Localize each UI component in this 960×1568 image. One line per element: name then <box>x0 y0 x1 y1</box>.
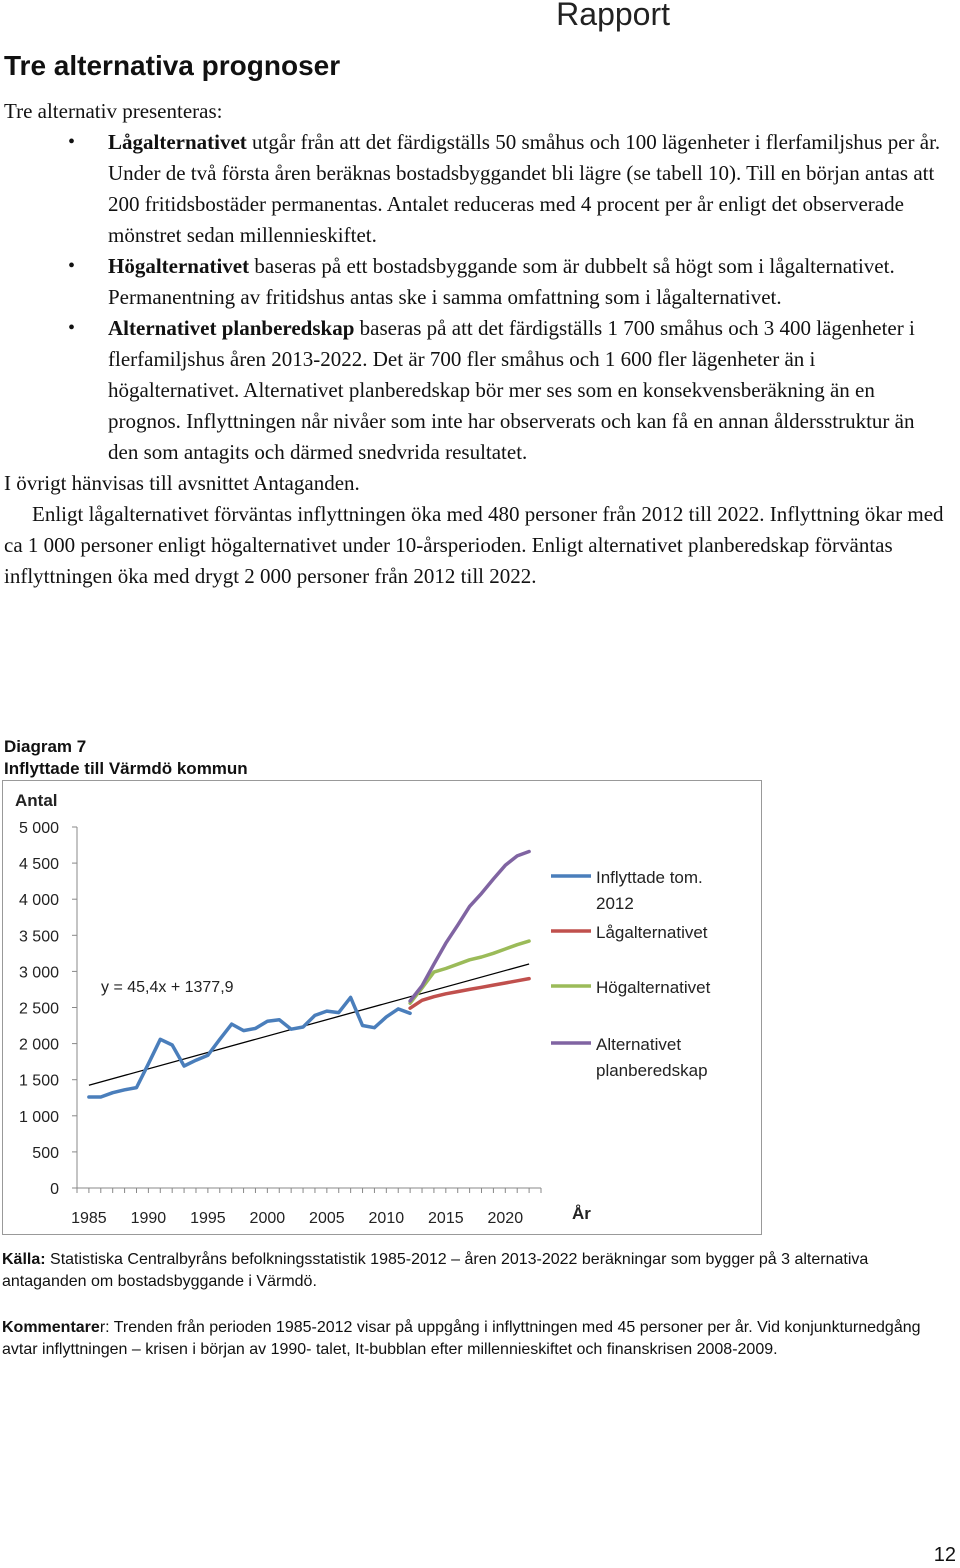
source-text: Statistiska Centralbyråns befolkningsstatistik 1985-2012 – åren 2013-2022 beräkningar som bygger på 3 alternativa antaganden om bostadsbyggande i Värmdö. <box>2 1251 869 1290</box>
diagram-number: Diagram 7 <box>4 737 87 756</box>
bullet-text: utgår från att det färdigställs 50 småhus och 100 lägenheter i flerfamiljshus per år. Under de två första åren beräknas bostadsbyggandet bli lägre (se tabell 10). Till en början antas att 200 fritidsbostäder permanentas. Antalet reduceras med 4 procent per år enligt det observerade mönstret sedan millennieskiftet. <box>108 130 941 247</box>
x-tick-label: 2015 <box>428 1210 464 1227</box>
y-tick-label: 4 500 <box>18 856 59 874</box>
diagram-title: Inflyttade till Värmdö kommun <box>4 759 248 778</box>
bullet-term: Högalternativet <box>108 254 250 278</box>
page-title: Tre alternativa prognoser <box>4 50 341 81</box>
body-text <box>4 96 949 592</box>
x-tick-label: 1985 <box>71 1210 107 1227</box>
legend-label: Högalternativet <box>596 978 711 997</box>
diagram-caption <box>4 736 248 780</box>
y-tick-label: 5 000 <box>18 820 59 837</box>
y-tick-label: 500 <box>32 1144 59 1162</box>
series-line-2 <box>410 979 529 1009</box>
x-tick-label: 1995 <box>190 1210 226 1227</box>
series-line-1 <box>89 997 410 1097</box>
source-note <box>2 1249 952 1293</box>
bullet-text: baseras på ett bostadsbyggande som är dubbelt så högt som i lågalternativet. Permanentning av fritidshus antas ske i samma omfattning som i lågalternativet. <box>108 254 895 309</box>
y-tick-label: 2 000 <box>18 1036 59 1054</box>
comment-label: Kommentare <box>2 1319 100 1336</box>
x-tick-label: 1990 <box>130 1210 167 1227</box>
legend-label: planberedskap <box>596 1061 708 1080</box>
y-tick-label: 1 500 <box>18 1072 59 1090</box>
intro-text: Tre alternativ presenteras: <box>4 99 223 123</box>
y-tick-label: 2 500 <box>18 1000 59 1018</box>
x-tick-label: 2020 <box>487 1210 524 1227</box>
bullet-item-plan <box>4 313 949 468</box>
paragraph-reference: I övrigt hänvisas till avsnittet Antaganden. <box>4 471 360 495</box>
bullet-text: baseras på att det färdigställs 1 700 småhus och 3 400 lägenheter i flerfamiljshus åren 2013-2022. Det är 700 fler småhus och 1 600 fler lägenheter än i högalternativet. Alternativet planberedskap bör mer ses som en konsekvensberäkning än en prognos. Inflyttningen når nivåer som inte har observerats och kan få en annan åldersstruktur än den som antagits och därmed snedvrida resultatet. <box>108 316 915 464</box>
y-tick-label: 3 500 <box>18 928 59 946</box>
y-tick-label: 0 <box>50 1181 59 1198</box>
chart-container <box>2 780 762 1235</box>
y-axis-title: Antal <box>15 791 58 810</box>
x-tick-label: 2000 <box>249 1210 286 1227</box>
legend-label: 2012 <box>596 894 634 913</box>
paragraph-forecast: Enligt lågalternativet förväntas inflyttningen öka med 480 personer från 2012 till 2022. Inflyttning ökar med ca 1 000 personer enligt högalternativet under 10-årsperioden. Enligt alternativet planberedskap förväntas inflyttningen öka med drygt 2 000 personer från 2012 till 2022. <box>4 502 944 588</box>
line-chart <box>3 781 761 1234</box>
series-line-4 <box>410 852 529 1002</box>
comment-text: r: Trenden från perioden 1985-2012 visar på uppgång i inflyttningen med 45 personer per år. Vid konjunkturnedgång avtar inflyttningen – krisen i början av 1990- talet, It-bubblan efter millennieskiftet och finanskrisen 2008-2009. <box>2 1319 921 1358</box>
y-tick-label: 3 000 <box>18 964 59 982</box>
bullet-item-high <box>4 251 949 313</box>
legend-label: Alternativet <box>596 1035 682 1054</box>
x-axis-title: År <box>572 1204 591 1223</box>
bullet-item-low <box>4 127 949 251</box>
x-tick-label: 2010 <box>368 1210 405 1227</box>
legend-label: Inflyttade tom. <box>596 868 703 887</box>
source-label: Källa: <box>2 1251 46 1268</box>
trendline-equation: y = 45,4x + 1377,9 <box>101 979 234 996</box>
page-number: 12 <box>933 1544 956 1566</box>
comment-note <box>2 1317 952 1361</box>
x-tick-label: 2005 <box>309 1210 345 1227</box>
legend-label: Lågalternativet <box>596 923 708 942</box>
bullet-term: Alternativet planberedskap <box>108 316 355 340</box>
bullet-term: Lågalternativet <box>108 130 247 154</box>
y-tick-label: 4 000 <box>18 892 59 910</box>
y-tick-label: 1 000 <box>18 1108 59 1126</box>
bullet-list <box>4 127 949 468</box>
report-header: Rapport <box>556 0 670 32</box>
